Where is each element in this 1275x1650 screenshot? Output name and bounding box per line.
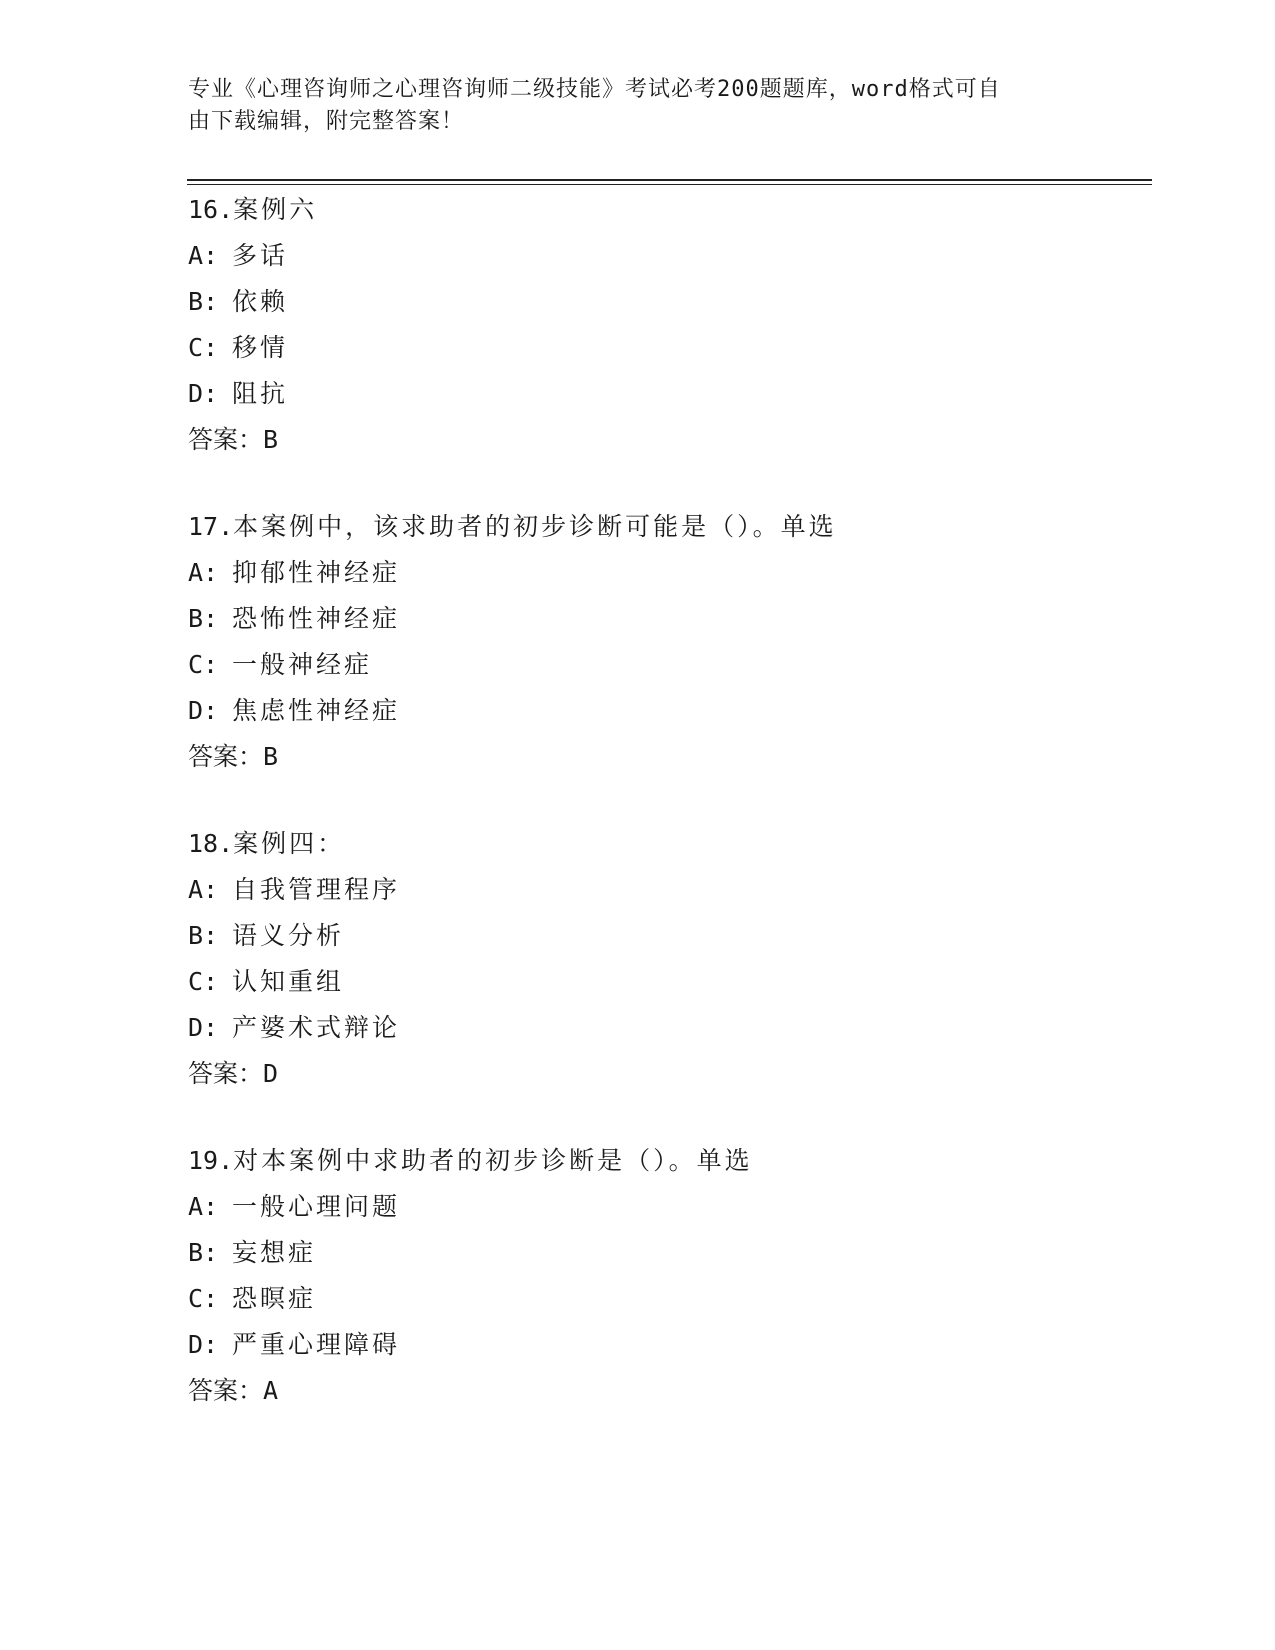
option-text: 语义分析 <box>232 921 345 950</box>
question-text: 本案例中，该求助者的初步诊断可能是（）。单选 <box>233 512 837 541</box>
option-key: D: <box>188 1330 219 1359</box>
question-17 <box>188 504 1148 780</box>
question-number: 18. <box>188 829 234 858</box>
header-line-2: 由下载编辑，附完整答案！ <box>188 109 465 134</box>
option-c <box>188 959 1148 1005</box>
option-key: A: <box>188 1192 219 1221</box>
question-number: 16. <box>188 195 234 224</box>
answer-label: 答案： <box>188 1059 264 1088</box>
answer-label: 答案： <box>188 1376 264 1405</box>
option-text: 一般神经症 <box>232 650 373 679</box>
option-text: 恐怖性神经症 <box>232 604 401 633</box>
option-key: C: <box>188 650 219 679</box>
document-header <box>188 74 1088 138</box>
option-text: 依赖 <box>232 287 289 316</box>
option-key: D: <box>188 696 219 725</box>
option-text: 恐暝症 <box>232 1284 317 1313</box>
option-d <box>188 1322 1148 1368</box>
question-text: 案例六 <box>233 195 318 224</box>
option-d <box>188 371 1148 417</box>
question-number: 17. <box>188 512 234 541</box>
option-text: 自我管理程序 <box>232 875 401 904</box>
option-key: B: <box>188 287 219 316</box>
option-d <box>188 688 1148 734</box>
option-key: A: <box>188 558 219 587</box>
question-stem <box>188 1138 1148 1184</box>
option-a <box>188 550 1148 596</box>
question-text: 对本案例中求助者的初步诊断是（）。单选 <box>233 1146 753 1175</box>
option-a <box>188 233 1148 279</box>
answer-value: B <box>263 425 279 454</box>
option-text: 妄想症 <box>232 1238 317 1267</box>
option-c <box>188 1276 1148 1322</box>
option-text: 多话 <box>232 241 289 270</box>
option-key: C: <box>188 333 219 362</box>
question-list <box>188 187 1148 1455</box>
option-key: B: <box>188 1238 219 1267</box>
option-text: 移情 <box>232 333 289 362</box>
option-text: 严重心理障碍 <box>232 1330 401 1359</box>
question-stem <box>188 187 1148 233</box>
answer-line <box>188 734 1148 780</box>
option-text: 产婆术式辩论 <box>232 1013 401 1042</box>
option-b <box>188 913 1148 959</box>
option-key: D: <box>188 1013 219 1042</box>
header-divider-thick <box>187 179 1152 181</box>
answer-label: 答案： <box>188 742 264 771</box>
answer-value: D <box>263 1059 279 1088</box>
option-text: 认知重组 <box>232 967 345 996</box>
question-16 <box>188 187 1148 463</box>
option-key: B: <box>188 921 219 950</box>
question-18 <box>188 821 1148 1097</box>
option-text: 一般心理问题 <box>232 1192 401 1221</box>
option-b <box>188 1230 1148 1276</box>
answer-value: A <box>263 1376 279 1405</box>
option-c <box>188 325 1148 371</box>
answer-line <box>188 417 1148 463</box>
answer-label: 答案： <box>188 425 264 454</box>
option-a <box>188 867 1148 913</box>
option-key: D: <box>188 379 219 408</box>
option-text: 阻抗 <box>232 379 289 408</box>
option-key: A: <box>188 875 219 904</box>
question-stem <box>188 504 1148 550</box>
option-key: A: <box>188 241 219 270</box>
option-key: C: <box>188 1284 219 1313</box>
question-number: 19. <box>188 1146 234 1175</box>
option-b <box>188 596 1148 642</box>
answer-line <box>188 1051 1148 1097</box>
question-19 <box>188 1138 1148 1414</box>
option-text: 抑郁性神经症 <box>232 558 401 587</box>
option-c <box>188 642 1148 688</box>
header-divider-thin <box>187 184 1152 185</box>
option-key: C: <box>188 967 219 996</box>
option-d <box>188 1005 1148 1051</box>
answer-value: B <box>263 742 279 771</box>
option-key: B: <box>188 604 219 633</box>
question-text: 案例四： <box>233 829 346 858</box>
header-line-1: 专业《心理咨询师之心理咨询师二级技能》考试必考200题题库，word格式可自 <box>188 77 1001 102</box>
answer-line <box>188 1368 1148 1414</box>
option-a <box>188 1184 1148 1230</box>
option-b <box>188 279 1148 325</box>
question-stem <box>188 821 1148 867</box>
option-text: 焦虑性神经症 <box>232 696 401 725</box>
